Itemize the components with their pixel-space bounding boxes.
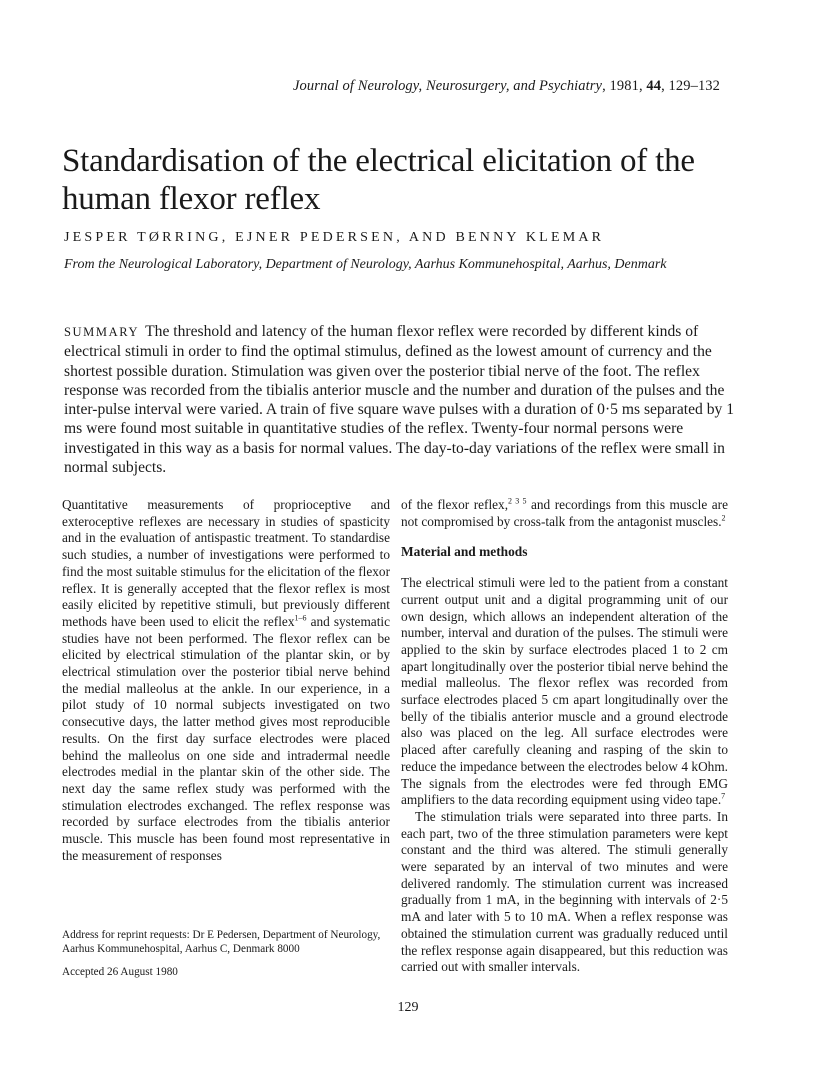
author-list: JESPER TØRRING, EJNER PEDERSEN, AND BENNY KLEMAR <box>64 230 605 245</box>
continuation-text-b: and recordings from this muscle are not compromised by cross-talk from the antagonist muscles. <box>401 497 728 529</box>
intro-paragraph <box>62 497 390 864</box>
continuation-citation-2: 2 <box>721 513 726 523</box>
journal-name: Journal of Neurology, Neurosurgery, and Psychiatry <box>293 78 603 94</box>
running-header: Journal of Neurology, Neurosurgery, and Psychiatry, 1981, 44, 129–132 <box>293 78 720 94</box>
intro-text-b: and systematic studies have not been performed. The flexor reflex can be elicited by electrical stimulation of the plantar skin, or by electrical stimulation over the posterior tibial nerve behind the medial malleolus at the ankle. In our experience, in a pilot study of 10 normal subjects investigated on two consecutive days, the latter method gives most reproducible results. On the first day surface electrodes were placed behind the malleolus on one side and intradermal needle electrodes medial in the plantar skin of the other side. The next day the same reflex study was performed with the stimulation electrodes exchanged. The reflex response was recorded by surface electrodes from the tibialis anterior muscle. This muscle has been found most representative in the measurement of responses <box>62 613 390 863</box>
methods-paragraph-2: The stimulation trials were separated into three parts. In each part, two of the three stimulation parameters were kept constant and the third was altered. The stimuli generally were separated by an interval of two minutes and were delivered randomly. The stimulation current was increased gradually from 1 mA, in the beginning with intervals of 2·5 mA and later with 5 to 10 mA. When a reflex response was obtained the stimulation current was gradually reduced until the reflex response again disappeared, but this reduction was carried out with smaller intervals. <box>401 808 728 975</box>
article-title: Standardisation of the electrical elicitation of the human flexor reflex <box>62 143 695 217</box>
continuation-citation-1: 2 3 5 <box>508 496 527 506</box>
summary-text: The threshold and latency of the human flexor reflex were recorded by different kinds of electrical stimuli in order to find the optimal stimulus, defined as the lowest amount of currency and the shortest possible duration. Stimulation was given over the posterior tibial nerve of the foot. The reflex response was recorded from the tibialis anterior muscle and the number and duration of the pulses and the inter-pulse interval were varied. A train of five square wave pulses with a duration of 0·5 ms separated by 1 ms were found most suitable in quantitative studies of the reflex. Twenty-four normal persons were investigated in this way as a basis for normal values. The day-to-day variations of the reflex were small in normal subjects. <box>64 323 735 477</box>
intro-text-a: Quantitative measurements of proprioceptive and exteroceptive reflexes are necessary in studies of spasticity and in the evaluation of antispastic treatment. To standardise such studies, a number of investigations were performed to find the most suitable stimulus for the elicitation of the flexor reflex. It is generally accepted that the flexor reflex is most easily elicited by repetitive stimuli, but previously different methods have been used to elicit the reflex <box>62 497 390 629</box>
summary-block <box>64 322 740 477</box>
methods-paragraph-1 <box>401 575 728 809</box>
journal-pages: 129–132 <box>668 78 720 94</box>
summary-label: SUMMARY <box>64 325 140 339</box>
reprint-footnote: Address for reprint requests: Dr E Pedersen, Department of Neurology, Aarhus Kommunehospital, Aarhus C, Denmark 8000 <box>62 929 381 955</box>
journal-volume: 44 <box>646 78 662 94</box>
left-column <box>62 497 390 864</box>
methods-citation: 7 <box>721 791 726 801</box>
journal-year: 1981 <box>609 78 639 94</box>
right-column <box>401 497 728 976</box>
page-number: 129 <box>397 1000 419 1015</box>
intro-citation: 1–6 <box>294 613 307 623</box>
accepted-date: Accepted 26 August 1980 <box>62 966 178 978</box>
section-heading-methods: Material and methods <box>401 544 528 560</box>
methods-text-1: The electrical stimuli were led to the patient from a constant current output unit and a digital programming unit of our own design, which allows an independent alteration of the number, interval and duration of the pulses. The stimuli were applied to the skin by surface electrodes placed 1 to 2 cm apart longitudinally over the posterior tibial nerve behind the medial malleolus. The flexor reflex was recorded from surface electrodes placed 5 cm apart longitudinally over the belly of the tibialis anterior muscle and a ground electrode also was placed on the leg. All surface electrodes were placed after carefully cleaning and rasping of the skin to reduce the impedance between the electrodes below 4 kOhm. The signals from the electrodes were fed through EMG amplifiers to the data recording equipment using video tape. <box>401 575 728 808</box>
affiliation: From the Neurological Laboratory, Department of Neurology, Aarhus Kommunehospital, Aarhus, Denmark <box>64 257 667 272</box>
continuation-text-a: of the flexor reflex, <box>401 497 509 512</box>
continuation-paragraph <box>401 497 728 530</box>
